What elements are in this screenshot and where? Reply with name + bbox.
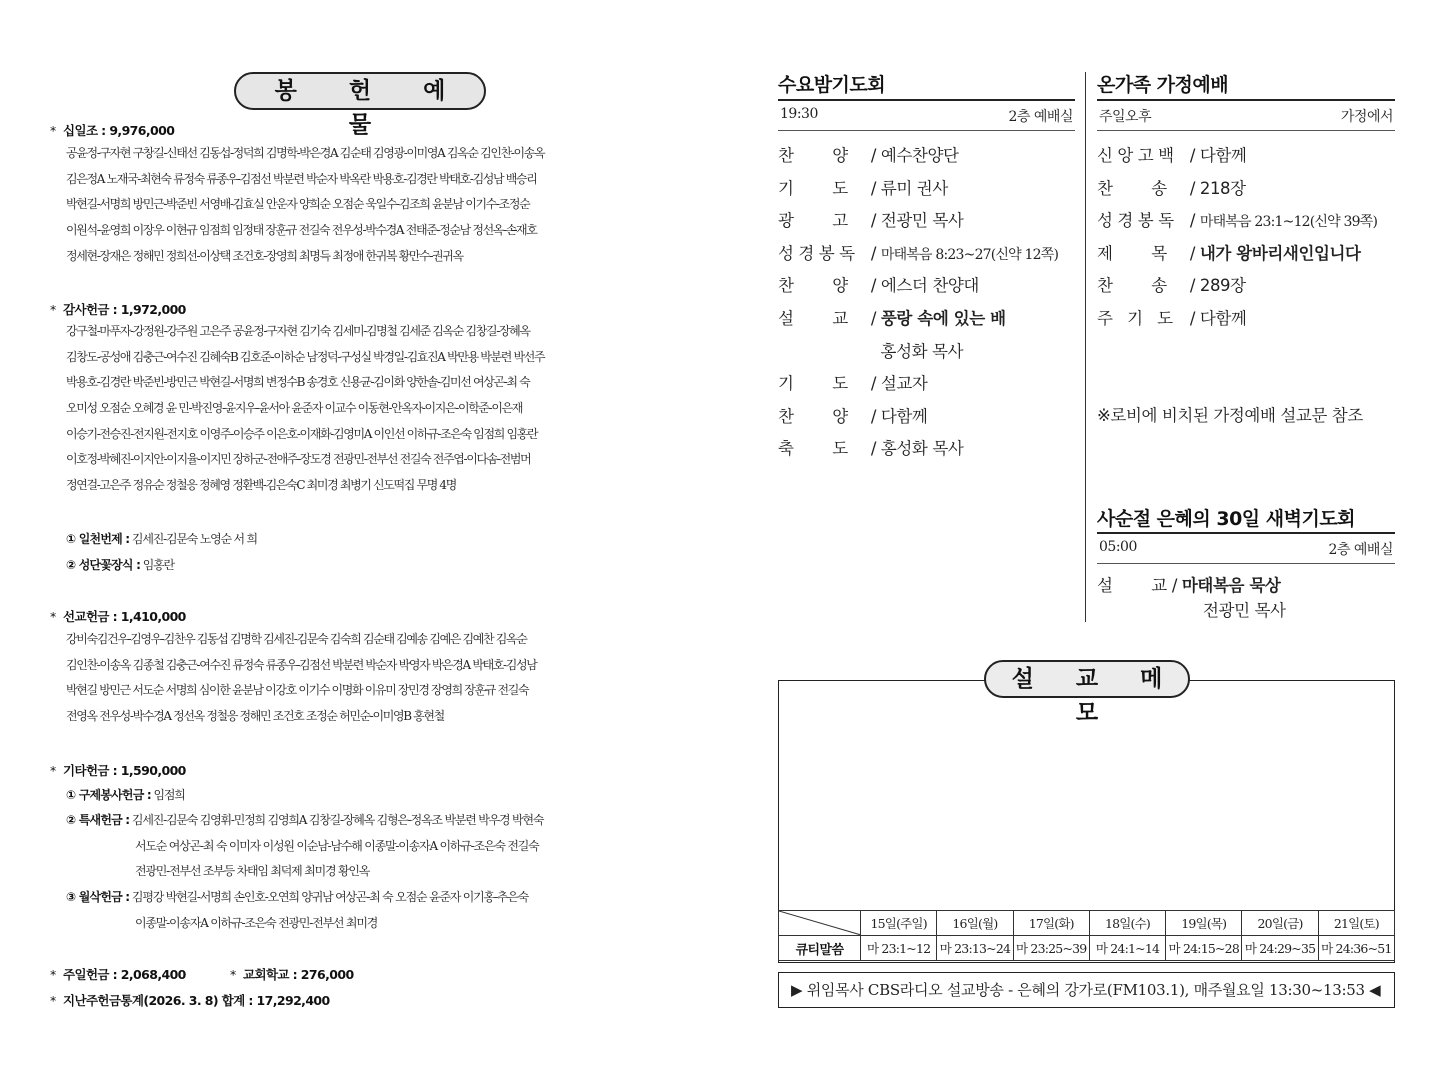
qt-passage: 마 24:29~35	[1242, 936, 1318, 961]
sub-label: ① 일천번제 :	[66, 532, 130, 546]
order-sep: /	[866, 243, 881, 263]
qt-day: 20일(금)	[1242, 911, 1318, 936]
order-value: 다함께	[1199, 309, 1247, 328]
order-indent	[866, 342, 881, 361]
bullet-star: *	[230, 967, 236, 982]
order-key: 설 교	[778, 309, 848, 328]
last-week-total	[50, 991, 330, 1009]
sub-value: 임홍란	[142, 558, 174, 572]
qt-label: 큐티말씀	[779, 936, 861, 961]
order-value: 마태복음 8:23~27(신약 12쪽)	[880, 246, 1059, 263]
qt-passage: 마 24:15~28	[1166, 936, 1242, 961]
heading-text: 기타헌금 : 1,590,000	[63, 763, 186, 778]
heading-text: 주일헌금 : 2,068,400	[63, 967, 186, 982]
name-line: 전영옥 전우성-박수경A 정선옥 정철응 정해민 조건호 조정순 허민순-이미영B 홍현철	[66, 709, 444, 724]
order-key: 찬 양	[778, 276, 848, 296]
other-heading	[50, 761, 186, 779]
order-value: 홍성화 목사	[880, 341, 964, 361]
bullet-star: *	[50, 609, 56, 624]
sermon-memo-title: 설 교 메 모	[984, 660, 1190, 698]
name-line: 김은정A 노재국-최현숙 류정숙 류종우-김점선 박분련 박순자 박옥란 박용호-김경란 박태호-김성남 백승리	[66, 171, 537, 186]
order-value: 에스더 찬양대	[880, 276, 979, 296]
name-line: 전광민-전부선 조부등 차태임 최덕제 최미경 황인옥	[135, 864, 370, 878]
wednesday-order-row	[778, 175, 948, 199]
name-line: 이원석-윤영희 이장우 이현규 임점희 임정태 장훈규 전길숙 전우성-박수경A 전태준-정순남 정선옥-손재호	[66, 223, 537, 238]
qt-passage: 마 23:1~12	[861, 936, 937, 961]
radio-broadcast-notice: ▶ 위임목사 CBS라디오 설교방송 - 은혜의 강가로(FM103.1), 매주월요일 13:30~13:53 ◀	[778, 972, 1395, 1008]
order-value: 다함께	[880, 406, 928, 426]
order-value: 설교자	[880, 374, 928, 394]
dawn-time: 05:00	[1099, 539, 1137, 555]
order-value: 218장	[1199, 178, 1246, 198]
heading-text: 감사헌금 : 1,972,000	[63, 302, 186, 317]
bullet-star: *	[50, 123, 56, 138]
name-line: 이승기-전승진-전지원-전지호 이영주-이승주 이은호-이재화-김영미A 이인선 이하규-조은숙 임점희 임홍란	[66, 426, 538, 441]
order-key: 설 교	[1097, 576, 1167, 595]
name-line: 이종말-이송자A 이하규-조은숙 전광민-전부선 최미경	[135, 916, 378, 930]
heading-text: 선교헌금 : 1,410,000	[63, 609, 186, 624]
diagonal-line	[779, 911, 861, 935]
wednesday-place: 2층 예배실	[1008, 109, 1073, 125]
name-line: 서도순 여상곤-최 숙 이미자 이성원 이순남-남수해 이종말-이송자A 이하규-조은숙 전길숙	[135, 839, 539, 853]
wednesday-order-row	[778, 240, 1058, 264]
order-sep: /	[866, 374, 881, 394]
table-corner	[779, 911, 861, 936]
order-value: 289장	[1199, 276, 1246, 296]
order-key: 신 앙 고 백	[1097, 146, 1174, 165]
wednesday-order-row	[778, 272, 979, 296]
order-key: 찬 송	[1097, 178, 1167, 198]
sub-label: ② 특새헌금 :	[66, 813, 130, 827]
sub-value: 김세진-김문숙 김영휘-민정희 김영희A 김창길-장혜옥 김형은-정옥조 박분련 박우경 박현숙	[131, 813, 544, 827]
order-key: 제 목	[1097, 243, 1167, 263]
order-key: 찬 양	[778, 146, 848, 165]
qt-day: 21일(토)	[1318, 911, 1394, 936]
order-value: 마태복음 23:1~12(신약 39쪽)	[1199, 214, 1378, 231]
order-value: 예수찬양단	[880, 146, 959, 165]
name-line: 박현길-서명희 방민근-박준빈 서영배-김효실 안운자 양희순 오점순 욱일수-김조희 윤분남 이기수-조정순	[66, 197, 530, 212]
sunday-offering	[50, 965, 186, 983]
qt-passages-row	[779, 936, 1395, 961]
order-key: 기 도	[778, 178, 848, 198]
name-line: 공윤정-구자현 구창길-신태선 김동섭-정덕희 김명학-박은경A 김순태 김영광-이미영A 김옥순 김인찬-이송옥	[66, 146, 545, 160]
order-key: 축 도	[778, 439, 848, 459]
order-value: 내가 왕바리새인입니다	[1199, 243, 1361, 263]
thanks-names	[66, 319, 666, 499]
name-line: 정세현-장재은 정해민 정희선-이상택 조건호-장영희 최명득 최정애 한귀복 황만수-권귀옥	[66, 248, 463, 263]
other-sub-monthly	[66, 888, 528, 905]
order-sep: /	[1185, 178, 1200, 198]
order-value: 풍랑 속에 있는 배	[880, 309, 1006, 328]
name-line: 오미성 오점순 오혜경 윤 민-박진영-윤지우-윤서아 윤준자 이교수 이동현-안옥자-이지은-이학준-이은재	[66, 401, 523, 416]
name-line: 강비숙김건우-김영우-김찬우 김동섭 김명학 김세진-김문숙 김숙희 김순태 김예송 김예은 김예찬 김옥순	[66, 632, 527, 646]
qt-passage: 마 24:1~14	[1089, 936, 1165, 961]
heading-text: 교회학교 : 276,000	[243, 967, 354, 982]
order-value: 홍성화 목사	[880, 439, 964, 459]
order-sep: /	[1185, 276, 1200, 296]
qt-passage: 마 24:36~51	[1318, 936, 1394, 961]
qt-passage: 마 23:25~39	[1013, 936, 1089, 961]
family-title: 온가족 가정예배	[1097, 74, 1229, 96]
wednesday-order-row	[778, 403, 927, 427]
family-order-row	[1097, 175, 1246, 199]
wednesday-order-row	[778, 370, 927, 394]
order-sep: /	[866, 309, 881, 328]
name-line: 강구철-마푸자-강정원-강주원 고은주 공윤정-구자현 김기숙 김세미-김명철 김세준 김옥순 김창길-장혜옥	[66, 324, 530, 338]
bullet-star: *	[50, 993, 56, 1008]
church-school-offering	[230, 965, 354, 983]
family-order-row	[1097, 272, 1246, 296]
order-key: 광 고	[778, 211, 848, 231]
offering-title: 봉 헌 예 물	[234, 72, 486, 110]
qt-day: 16일(월)	[937, 911, 1013, 936]
dawn-preacher: 전광민 목사	[1203, 601, 1286, 620]
sub-label: ③ 월삭헌금 :	[66, 890, 130, 904]
other-sub-relief	[66, 786, 185, 803]
wednesday-info	[778, 99, 1075, 131]
family-time: 주일오후	[1099, 109, 1152, 125]
dawn-info	[1097, 532, 1395, 564]
qt-day: 15일(주일)	[861, 911, 937, 936]
dawn-place: 2층 예배실	[1328, 542, 1393, 558]
order-key: 성 경 봉 독	[778, 243, 855, 263]
order-value: 마태복음 묵상	[1181, 576, 1281, 595]
sub-value: 임점희	[153, 788, 185, 802]
qt-day: 17일(화)	[1013, 911, 1089, 936]
family-order-row	[1097, 240, 1361, 264]
name-line: 박현길 방민근 서도순 서명희 심이한 윤분남 이강호 이기수 이명화 이유미 장민경 장영희 장훈규 전길숙	[66, 683, 529, 698]
dawn-title: 사순절 은혜의 30일 새벽기도회	[1097, 508, 1356, 530]
family-order-row	[1097, 142, 1246, 166]
name-line: 이호정-박혜진-이지안-이지율-이지민 장하군-전애주-장도경 전광민-전부선 전길숙 전주엽-이다솜-전범머	[66, 452, 531, 467]
thanks-sub-burnt-offering	[66, 530, 257, 547]
order-key: 찬 송	[1097, 276, 1167, 296]
sub-label: ① 구제봉사헌금 :	[66, 788, 151, 802]
order-value: 전광민 목사	[880, 211, 964, 231]
mission-heading	[50, 607, 186, 625]
bullet-star: *	[50, 302, 56, 317]
wednesday-order-row	[778, 142, 959, 166]
order-sep: /	[866, 276, 881, 296]
wednesday-order-row	[778, 338, 963, 362]
order-sep: /	[866, 146, 881, 165]
qt-days-row	[779, 911, 1395, 936]
dawn-sermon	[1097, 572, 1280, 596]
name-line: 김창도-공성애 김충근-여수진 김혜숙B 김호준-이하순 남정덕-구성실 박경일-김효진A 박만용 박분련 박선주	[66, 349, 545, 364]
sub-value: 김세진-김문숙 노영순 서 희	[131, 532, 257, 546]
heading-text: 십일조 : 9,976,000	[63, 123, 175, 138]
order-sep: /	[866, 211, 881, 231]
order-sep: /	[1171, 576, 1182, 595]
order-value: 다함께	[1199, 146, 1247, 165]
mission-names	[66, 627, 666, 730]
thanks-heading	[50, 300, 186, 318]
wednesday-title: 수요밤기도회	[778, 74, 886, 96]
family-note: ※로비에 비치된 가정예배 설교문 참조	[1097, 406, 1363, 425]
order-sep: /	[1185, 211, 1200, 231]
name-line: 정연걸-고은주 정유순 정철응 정혜영 정환백-김은숙C 최미경 최병기 신도떡집 무명 4명	[66, 478, 456, 493]
order-value: 류미 권사	[880, 178, 948, 198]
bullet-star: *	[50, 763, 56, 778]
qt-schedule-table	[778, 910, 1395, 961]
order-sep: /	[866, 406, 881, 426]
wednesday-order-row	[778, 305, 1006, 329]
qt-day: 19일(목)	[1166, 911, 1242, 936]
order-sep: /	[1185, 146, 1200, 165]
order-sep: /	[866, 439, 881, 459]
wednesday-order-row	[778, 435, 963, 459]
wednesday-order-row	[778, 207, 963, 231]
order-sep: /	[866, 178, 881, 198]
sub-label: ② 성단꽃장식 :	[66, 558, 141, 572]
thanks-sub-flowers	[66, 556, 174, 573]
sub-value: 김평강 박현길-서명희 손인호-오연희 양귀남 여상곤-최 숙 오점순 윤준자 이기홍-추은숙	[131, 890, 528, 904]
family-order-row	[1097, 207, 1377, 231]
family-info	[1097, 99, 1395, 131]
other-sub-dawn	[66, 811, 543, 828]
family-order-row	[1097, 305, 1246, 329]
name-line: 김인찬-이송옥 김종철 김충근-여수진 류정숙 류종우-김점선 박분련 박순자 박영자 박은경A 박태호-김성남	[66, 657, 537, 672]
order-key: 기 도	[778, 374, 848, 394]
bullet-star: *	[50, 967, 56, 982]
qt-passage: 마 23:13~24	[937, 936, 1013, 961]
wednesday-time: 19:30	[780, 106, 818, 122]
family-place: 가정에서	[1340, 109, 1393, 125]
order-sep: /	[1185, 243, 1200, 263]
column-divider	[1085, 72, 1086, 622]
order-key: 찬 양	[778, 406, 848, 426]
order-sep: /	[1185, 309, 1200, 328]
qt-day: 18일(수)	[1089, 911, 1165, 936]
heading-text: 지난주헌금통계(2026. 3. 8) 합계 : 17,292,400	[63, 993, 330, 1008]
tithe-heading	[50, 121, 174, 139]
name-line: 박용호-김경란 박준빈-방민근 박현길-서명희 변정수B 송경호 신용균-김이화 양한솔-김미선 여상곤-최 숙	[66, 375, 530, 390]
order-key: 주 기 도	[1097, 309, 1173, 328]
tithe-names	[66, 141, 666, 269]
order-key: 성 경 봉 독	[1097, 211, 1174, 231]
